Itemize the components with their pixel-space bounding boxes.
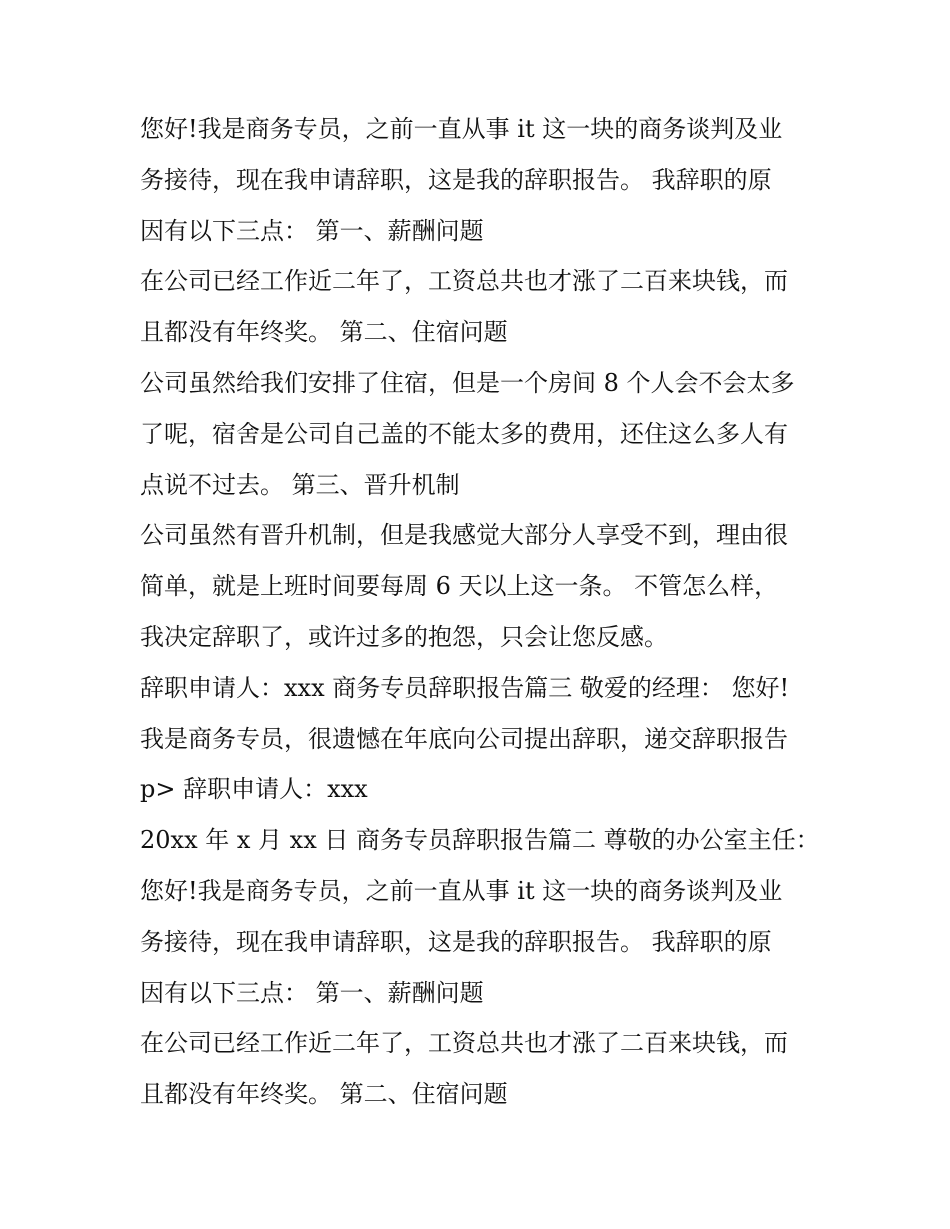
- text-line: 且都没有年终奖。 第二、住宿问题: [140, 1080, 508, 1109]
- text-line: p> 辞职申请人：xxx: [140, 775, 368, 804]
- text-line: 我是商务专员，很遗憾在年底向公司提出辞职，递交辞职报告: [140, 724, 788, 753]
- text-line: 20xx 年 x 月 xx 日 商务专员辞职报告篇二 尊敬的办公室主任：: [140, 826, 820, 855]
- text-line: 因有以下三点： 第一、薪酬问题: [140, 978, 484, 1007]
- text-line: 公司虽然给我们安排了住宿，但是一个房间 8 个人会不会太多: [140, 368, 795, 397]
- text-line: 了呢，宿舍是公司自己盖的不能太多的费用，还住这么多人有: [140, 419, 788, 448]
- text-line: 因有以下三点： 第一、薪酬问题: [140, 216, 484, 245]
- text-line: 您好!我是商务专员，之前一直从事 it 这一块的商务谈判及业: [140, 876, 783, 905]
- text-line: 在公司已经工作近二年了，工资总共也才涨了二百来块钱，而: [140, 267, 788, 296]
- text-line: 务接待，现在我申请辞职，这是我的辞职报告。 我辞职的原: [140, 165, 772, 194]
- text-line: 务接待，现在我申请辞职，这是我的辞职报告。 我辞职的原: [140, 927, 772, 956]
- text-line: 简单，就是上班时间要每周 6 天以上这一条。 不管怎么样，: [140, 572, 779, 601]
- text-line: 公司虽然有晋升机制，但是我感觉大部分人享受不到，理由很: [140, 521, 788, 550]
- text-line: 且都没有年终奖。 第二、住宿问题: [140, 318, 508, 347]
- text-line: 您好!我是商务专员，之前一直从事 it 这一块的商务谈判及业: [140, 115, 783, 143]
- document-body: [140, 104, 820, 1120]
- text-line: 我决定辞职了，或许过多的抱怨，只会让您反感。: [140, 622, 668, 651]
- text-line: 辞职申请人：xxx 商务专员辞职报告篇三 敬爱的经理： 您好!: [140, 673, 790, 702]
- text-line: 点说不过去。 第三、晋升机制: [140, 470, 460, 499]
- text-line: 在公司已经工作近二年了，工资总共也才涨了二百来块钱，而: [140, 1029, 788, 1058]
